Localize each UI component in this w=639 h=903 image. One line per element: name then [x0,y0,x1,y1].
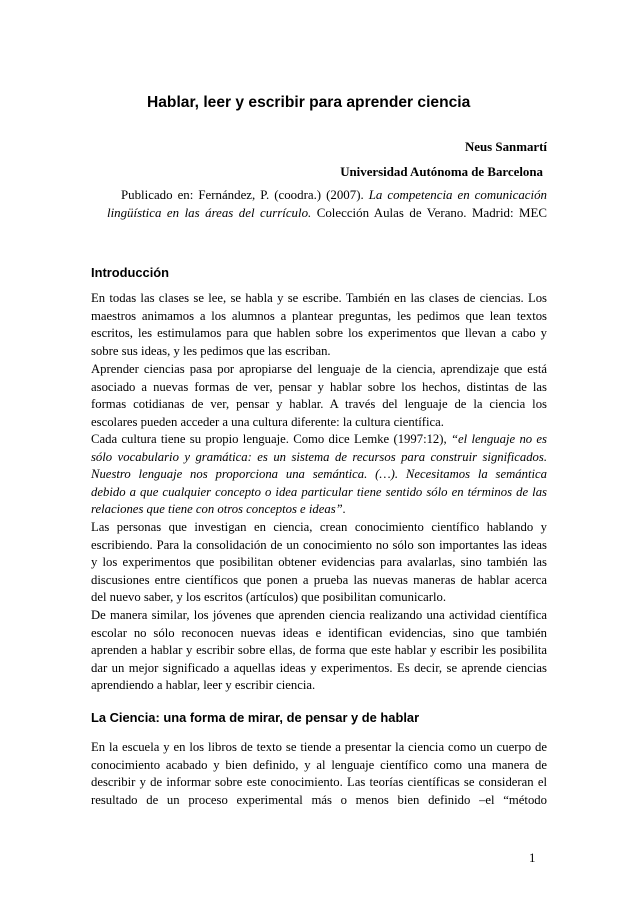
paragraph-line: En la escuela y en los libros de texto se tiende a presentar la ciencia como un cuerpo de [91,740,547,754]
quotation-line: Nuestro lenguaje nos proporciona una semántica. (…). Necesitamos la semántica [91,467,547,481]
citation-book-title: lingüística en las áreas del currículo. [107,206,312,220]
paragraph-line: sobre sus ideas, y les pedimos que las escriban. [91,343,331,358]
paragraph-line: Aprender ciencias pasa por apropiarse del lenguaje de la ciencia, aprendizaje que está [91,362,547,376]
author-name: Neus Sanmartí [464,140,547,154]
paragraph-line: formas cotidianas de ver, pensar y hablar. A través del lenguaje de la ciencia los [91,397,547,411]
paragraph-line: resultado de un proceso experimental más o menos bien definido –el “método [91,792,547,807]
paragraph [91,361,547,431]
paragraph-line: describir y de informar sobre este conocimiento. Las teorías científicas se consideran el [91,775,547,789]
paragraph-line: aprenden a hablar y escribir sobre ellas, de forma que este hablar y escribir les posibilita [91,643,547,657]
paragraph [91,607,547,695]
paragraph-line: discusiones entre científicos que ponen a prueba las nuevas maneras de hablar acerca [91,572,547,587]
citation-text: Colección Aulas de Verano. Madrid: MEC [311,206,547,220]
section-heading: Introducción [91,265,170,280]
paragraph [91,739,547,809]
paragraph-line: escolar no sólo reconocen nuevas ideas e identifican evidencias, sino que también [91,625,547,640]
paragraph-line: y los experimentos que posibilitan obtener evidencias para avalarlas, sino también las [91,555,547,569]
section-heading: La Ciencia: una forma de mirar, de pensar y de hablar [91,710,420,725]
publication-citation [107,186,547,222]
paragraph-line: En todas las clases se lee, se habla y se escribe. También en las clases de ciencias. Los [91,291,547,305]
paragraph-line: asociado a nuevas formas de ver, pensar y hablar sobre los hechos, distintas de las [91,379,547,394]
citation-line [107,204,547,222]
page-number: 1 [529,851,536,865]
paragraph-line: De manera similar, los jóvenes que aprenden ciencia realizando una actividad científica [91,608,547,622]
paragraph-line: escribiendo. Para la consolidación de un conocimiento no sólo son importantes las ideas [91,537,547,552]
paragraph-line: conocimiento acabado y bien definido, y al lenguaje científico como una manera de [91,757,547,772]
paragraph-line: escritos, les estimulamos para que hablen sobre los experimentos que llevan a cabo y [91,326,547,340]
quotation-paragraph [91,431,547,519]
quotation-line: relaciones que tiene con otros conceptos e ideas”. [91,502,346,516]
quotation-line: sólo vocabulario y gramática: es un sistema de recursos para construir significados. [91,449,547,464]
citation-book-title: La competencia en comunicación [368,188,547,202]
lead-text: Cada cultura tiene su propio lenguaje. Como dice Lemke (1997:12), [91,432,451,446]
paragraph-line: aprendiendo a hablar, leer y escribir ciencia. [91,678,316,692]
paragraph [91,290,547,360]
quotation-line: debido a que cualquier concepto o idea particular tiene sentido sólo en términos de las [91,484,547,499]
paragraph-line: dar un mejor significado a aquellas ideas y experimentos. Es decir, se aprende ciencias [91,660,547,675]
citation-line [121,186,547,204]
citation-text: Publicado en: Fernández, P. (coodra.) (2007). [121,188,369,202]
paragraph-line: maestros animamos a los alumnos a plantear preguntas, les pedimos que lean textos [91,308,547,323]
paragraph [91,519,547,607]
paragraph-line [91,431,547,449]
paragraph-line: escolares pueden acceder a una cultura diferente: la cultura científica. [91,414,444,429]
document-title: Hablar, leer y escribir para aprender ciencia [147,94,471,111]
author-affiliation: Universidad Autónoma de Barcelona [340,165,543,179]
paragraph-line: del nuevo saber, y los escritos (artículos) que posibilitan comunicarlo. [91,590,447,604]
quotation-text: “el lenguaje no es [450,432,547,446]
paragraph-line: Las personas que investigan en ciencia, crean conocimiento científico hablando y [91,520,547,534]
